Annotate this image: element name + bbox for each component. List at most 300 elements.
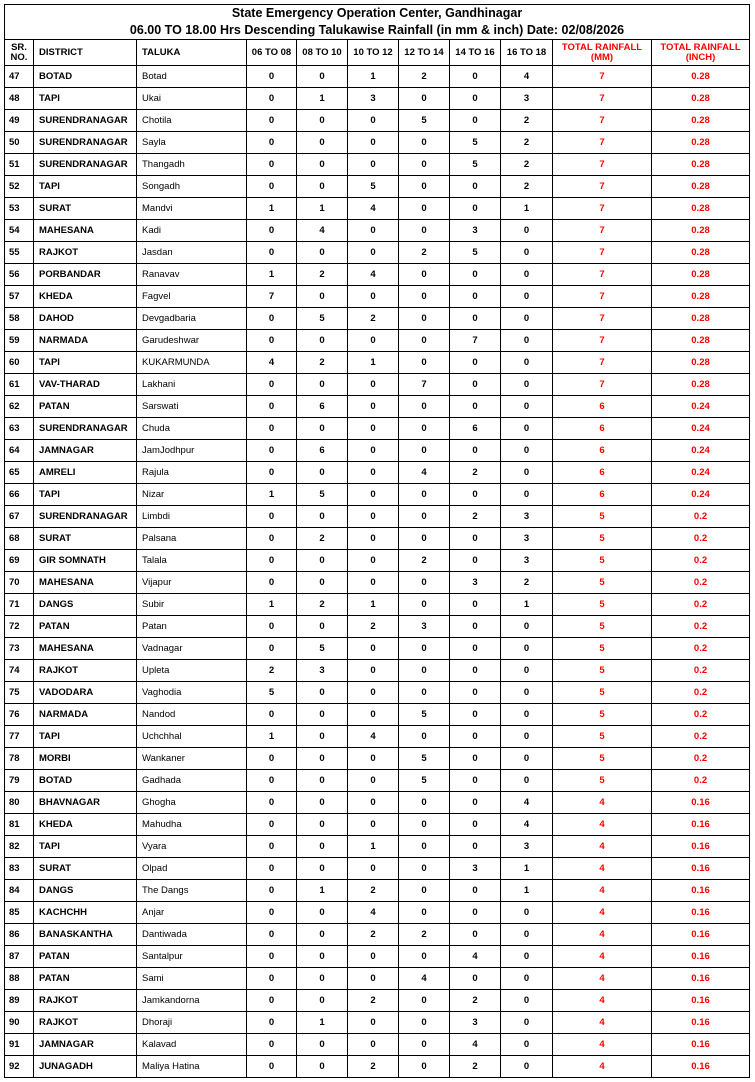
- total-mm-cell: 7: [553, 88, 652, 110]
- sr-no-cell: 73: [5, 638, 34, 660]
- slot-06-08-cell: 0: [247, 88, 297, 110]
- sr-no-cell: 51: [5, 154, 34, 176]
- sr-no-cell: 68: [5, 528, 34, 550]
- slot-14-16-cell: 0: [450, 264, 501, 286]
- taluka-cell: Lakhani: [137, 374, 247, 396]
- sr-no-cell: 62: [5, 396, 34, 418]
- total-inch-cell: 0.2: [652, 748, 750, 770]
- slot-06-08-cell: 2: [247, 660, 297, 682]
- slot-06-08-cell: 0: [247, 748, 297, 770]
- taluka-cell: Fagvel: [137, 286, 247, 308]
- table-row: [5, 946, 750, 968]
- district-cell: NARMADA: [34, 704, 137, 726]
- slot-10-12-cell: 2: [348, 1056, 399, 1078]
- slot-06-08-cell: 1: [247, 264, 297, 286]
- total-inch-cell: 0.24: [652, 418, 750, 440]
- slot-10-12-cell: 0: [348, 330, 399, 352]
- slot-12-14-cell: 0: [399, 396, 450, 418]
- district-cell: PATAN: [34, 396, 137, 418]
- total-inch-cell: 0.28: [652, 110, 750, 132]
- slot-16-18-cell: 0: [501, 330, 553, 352]
- slot-10-12-cell: 1: [348, 836, 399, 858]
- total-inch-cell: 0.28: [652, 308, 750, 330]
- district-cell: PATAN: [34, 616, 137, 638]
- total-mm-cell: 7: [553, 220, 652, 242]
- district-cell: DAHOD: [34, 308, 137, 330]
- slot-08-10-cell: 5: [297, 484, 348, 506]
- total-mm-cell: 5: [553, 682, 652, 704]
- district-cell: BOTAD: [34, 770, 137, 792]
- total-mm-cell: 7: [553, 66, 652, 88]
- slot-08-10-cell: 0: [297, 330, 348, 352]
- taluka-cell: Dhoraji: [137, 1012, 247, 1034]
- slot-10-12-cell: 0: [348, 814, 399, 836]
- table-row: [5, 682, 750, 704]
- slot-16-18-cell: 0: [501, 748, 553, 770]
- slot-08-10-cell: 2: [297, 528, 348, 550]
- slot-08-10-cell: 0: [297, 286, 348, 308]
- slot-14-16-cell: 0: [450, 374, 501, 396]
- slot-06-08-cell: 0: [247, 792, 297, 814]
- slot-10-12-cell: 0: [348, 858, 399, 880]
- slot-16-18-cell: 3: [501, 528, 553, 550]
- taluka-cell: Nandod: [137, 704, 247, 726]
- column-header-total-mm: TOTAL RAINFALL (MM): [553, 40, 652, 66]
- slot-16-18-cell: 3: [501, 550, 553, 572]
- total-inch-cell: 0.2: [652, 704, 750, 726]
- slot-10-12-cell: 1: [348, 66, 399, 88]
- total-mm-cell: 5: [553, 770, 652, 792]
- table-row: [5, 440, 750, 462]
- sr-no-cell: 77: [5, 726, 34, 748]
- total-mm-cell: 4: [553, 858, 652, 880]
- slot-14-16-cell: 0: [450, 352, 501, 374]
- total-mm-cell: 4: [553, 1056, 652, 1078]
- column-header-sr-no: SR. NO.: [5, 40, 34, 66]
- column-header-16-18: 16 TO 18: [501, 40, 553, 66]
- total-mm-cell: 6: [553, 462, 652, 484]
- slot-12-14-cell: 0: [399, 220, 450, 242]
- slot-12-14-cell: 0: [399, 418, 450, 440]
- slot-12-14-cell: 0: [399, 594, 450, 616]
- slot-16-18-cell: 0: [501, 286, 553, 308]
- slot-08-10-cell: 0: [297, 748, 348, 770]
- total-mm-cell: 7: [553, 242, 652, 264]
- slot-12-14-cell: 0: [399, 132, 450, 154]
- slot-10-12-cell: 2: [348, 880, 399, 902]
- slot-16-18-cell: 2: [501, 132, 553, 154]
- slot-06-08-cell: 0: [247, 176, 297, 198]
- total-inch-cell: 0.28: [652, 286, 750, 308]
- total-mm-cell: 5: [553, 704, 652, 726]
- slot-14-16-cell: 0: [450, 968, 501, 990]
- district-cell: GIR SOMNATH: [34, 550, 137, 572]
- total-inch-cell: 0.2: [652, 572, 750, 594]
- slot-14-16-cell: 0: [450, 110, 501, 132]
- taluka-cell: JamJodhpur: [137, 440, 247, 462]
- slot-08-10-cell: 0: [297, 550, 348, 572]
- slot-08-10-cell: 0: [297, 154, 348, 176]
- slot-12-14-cell: 4: [399, 968, 450, 990]
- taluka-cell: Garudeshwar: [137, 330, 247, 352]
- slot-10-12-cell: 0: [348, 704, 399, 726]
- slot-16-18-cell: 0: [501, 484, 553, 506]
- slot-14-16-cell: 0: [450, 792, 501, 814]
- slot-08-10-cell: 5: [297, 308, 348, 330]
- slot-10-12-cell: 0: [348, 506, 399, 528]
- slot-14-16-cell: 3: [450, 220, 501, 242]
- district-cell: TAPI: [34, 484, 137, 506]
- district-cell: TAPI: [34, 836, 137, 858]
- district-cell: SURENDRANAGAR: [34, 154, 137, 176]
- taluka-cell: Vaghodia: [137, 682, 247, 704]
- total-inch-cell: 0.28: [652, 242, 750, 264]
- slot-08-10-cell: 0: [297, 682, 348, 704]
- table-row: [5, 902, 750, 924]
- slot-12-14-cell: 0: [399, 1034, 450, 1056]
- table-row: [5, 198, 750, 220]
- slot-14-16-cell: 0: [450, 902, 501, 924]
- slot-06-08-cell: 0: [247, 572, 297, 594]
- total-mm-cell: 7: [553, 286, 652, 308]
- sr-no-cell: 53: [5, 198, 34, 220]
- district-cell: SURENDRANAGAR: [34, 110, 137, 132]
- taluka-cell: The Dangs: [137, 880, 247, 902]
- total-mm-cell: 5: [553, 528, 652, 550]
- slot-08-10-cell: 6: [297, 396, 348, 418]
- slot-14-16-cell: 0: [450, 440, 501, 462]
- slot-10-12-cell: 2: [348, 990, 399, 1012]
- slot-16-18-cell: 0: [501, 352, 553, 374]
- slot-12-14-cell: 0: [399, 330, 450, 352]
- total-inch-cell: 0.28: [652, 132, 750, 154]
- slot-16-18-cell: 0: [501, 418, 553, 440]
- slot-14-16-cell: 0: [450, 836, 501, 858]
- table-row: [5, 330, 750, 352]
- district-cell: SURAT: [34, 528, 137, 550]
- slot-08-10-cell: 0: [297, 924, 348, 946]
- slot-12-14-cell: 0: [399, 198, 450, 220]
- slot-16-18-cell: 1: [501, 880, 553, 902]
- slot-16-18-cell: 0: [501, 726, 553, 748]
- slot-06-08-cell: 0: [247, 638, 297, 660]
- table-row: [5, 968, 750, 990]
- sr-no-cell: 84: [5, 880, 34, 902]
- district-cell: SURAT: [34, 858, 137, 880]
- slot-06-08-cell: 0: [247, 550, 297, 572]
- taluka-cell: Mahudha: [137, 814, 247, 836]
- total-mm-cell: 5: [553, 550, 652, 572]
- table-row: [5, 990, 750, 1012]
- slot-16-18-cell: 0: [501, 1056, 553, 1078]
- total-inch-cell: 0.16: [652, 836, 750, 858]
- sr-no-cell: 79: [5, 770, 34, 792]
- slot-14-16-cell: 0: [450, 66, 501, 88]
- sr-no-cell: 74: [5, 660, 34, 682]
- slot-14-16-cell: 0: [450, 770, 501, 792]
- slot-16-18-cell: 0: [501, 1034, 553, 1056]
- slot-06-08-cell: 0: [247, 1012, 297, 1034]
- total-mm-cell: 4: [553, 968, 652, 990]
- slot-10-12-cell: 0: [348, 748, 399, 770]
- slot-12-14-cell: 0: [399, 946, 450, 968]
- total-inch-cell: 0.28: [652, 198, 750, 220]
- slot-10-12-cell: 2: [348, 616, 399, 638]
- taluka-cell: Kadi: [137, 220, 247, 242]
- table-row: [5, 924, 750, 946]
- rainfall-report: [4, 4, 749, 1078]
- slot-16-18-cell: 0: [501, 990, 553, 1012]
- slot-06-08-cell: 0: [247, 242, 297, 264]
- slot-12-14-cell: 0: [399, 440, 450, 462]
- district-cell: SURENDRANAGAR: [34, 418, 137, 440]
- slot-14-16-cell: 0: [450, 880, 501, 902]
- slot-10-12-cell: 0: [348, 638, 399, 660]
- taluka-cell: Nizar: [137, 484, 247, 506]
- slot-12-14-cell: 5: [399, 704, 450, 726]
- slot-16-18-cell: 1: [501, 198, 553, 220]
- sr-no-cell: 57: [5, 286, 34, 308]
- sr-no-cell: 49: [5, 110, 34, 132]
- taluka-cell: Ranavav: [137, 264, 247, 286]
- slot-14-16-cell: 2: [450, 506, 501, 528]
- slot-08-10-cell: 0: [297, 462, 348, 484]
- sr-no-cell: 89: [5, 990, 34, 1012]
- table-row: [5, 572, 750, 594]
- district-cell: AMRELI: [34, 462, 137, 484]
- taluka-cell: Anjar: [137, 902, 247, 924]
- table-row: [5, 242, 750, 264]
- district-cell: SURENDRANAGAR: [34, 132, 137, 154]
- slot-10-12-cell: 0: [348, 682, 399, 704]
- slot-14-16-cell: 0: [450, 682, 501, 704]
- total-mm-cell: 4: [553, 836, 652, 858]
- district-cell: PATAN: [34, 946, 137, 968]
- sr-no-cell: 81: [5, 814, 34, 836]
- slot-14-16-cell: 0: [450, 308, 501, 330]
- district-cell: DANGS: [34, 594, 137, 616]
- taluka-cell: Dantiwada: [137, 924, 247, 946]
- slot-06-08-cell: 0: [247, 858, 297, 880]
- table-row: [5, 836, 750, 858]
- slot-06-08-cell: 1: [247, 726, 297, 748]
- slot-08-10-cell: 0: [297, 968, 348, 990]
- slot-08-10-cell: 1: [297, 880, 348, 902]
- slot-14-16-cell: 3: [450, 1012, 501, 1034]
- slot-16-18-cell: 0: [501, 968, 553, 990]
- sr-no-cell: 69: [5, 550, 34, 572]
- slot-08-10-cell: 0: [297, 1034, 348, 1056]
- slot-10-12-cell: 0: [348, 792, 399, 814]
- slot-12-14-cell: 5: [399, 748, 450, 770]
- table-row: [5, 1012, 750, 1034]
- sr-no-cell: 88: [5, 968, 34, 990]
- slot-12-14-cell: 0: [399, 88, 450, 110]
- slot-10-12-cell: 0: [348, 132, 399, 154]
- district-cell: MORBI: [34, 748, 137, 770]
- total-mm-cell: 7: [553, 330, 652, 352]
- slot-10-12-cell: 0: [348, 440, 399, 462]
- total-inch-cell: 0.16: [652, 858, 750, 880]
- total-mm-cell: 7: [553, 110, 652, 132]
- slot-10-12-cell: 1: [348, 594, 399, 616]
- slot-16-18-cell: 2: [501, 176, 553, 198]
- total-inch-cell: 0.28: [652, 330, 750, 352]
- slot-06-08-cell: 0: [247, 308, 297, 330]
- sr-no-cell: 50: [5, 132, 34, 154]
- slot-08-10-cell: 0: [297, 902, 348, 924]
- taluka-cell: Olpad: [137, 858, 247, 880]
- total-mm-cell: 5: [553, 506, 652, 528]
- slot-14-16-cell: 0: [450, 594, 501, 616]
- slot-16-18-cell: 0: [501, 638, 553, 660]
- slot-16-18-cell: 0: [501, 264, 553, 286]
- table-row: [5, 110, 750, 132]
- table-row: [5, 154, 750, 176]
- total-inch-cell: 0.2: [652, 638, 750, 660]
- taluka-cell: Subir: [137, 594, 247, 616]
- total-mm-cell: 5: [553, 748, 652, 770]
- slot-06-08-cell: 0: [247, 770, 297, 792]
- sr-no-cell: 47: [5, 66, 34, 88]
- slot-16-18-cell: 1: [501, 858, 553, 880]
- sr-no-cell: 86: [5, 924, 34, 946]
- column-header-row: [5, 40, 750, 66]
- slot-12-14-cell: 0: [399, 264, 450, 286]
- slot-14-16-cell: 2: [450, 462, 501, 484]
- slot-10-12-cell: 0: [348, 374, 399, 396]
- slot-06-08-cell: 0: [247, 902, 297, 924]
- total-inch-cell: 0.28: [652, 66, 750, 88]
- total-inch-cell: 0.16: [652, 814, 750, 836]
- sr-no-cell: 78: [5, 748, 34, 770]
- taluka-cell: Mandvi: [137, 198, 247, 220]
- sr-no-cell: 56: [5, 264, 34, 286]
- slot-08-10-cell: 0: [297, 858, 348, 880]
- slot-06-08-cell: 0: [247, 616, 297, 638]
- total-mm-cell: 7: [553, 264, 652, 286]
- table-row: [5, 770, 750, 792]
- taluka-cell: Vadnagar: [137, 638, 247, 660]
- total-mm-cell: 4: [553, 990, 652, 1012]
- slot-14-16-cell: 0: [450, 660, 501, 682]
- slot-08-10-cell: 1: [297, 1012, 348, 1034]
- taluka-cell: Palsana: [137, 528, 247, 550]
- taluka-cell: Chotila: [137, 110, 247, 132]
- slot-12-14-cell: 0: [399, 176, 450, 198]
- slot-16-18-cell: 0: [501, 440, 553, 462]
- taluka-cell: Devgadbaria: [137, 308, 247, 330]
- total-inch-cell: 0.24: [652, 484, 750, 506]
- table-row: [5, 418, 750, 440]
- slot-12-14-cell: 0: [399, 792, 450, 814]
- district-cell: TAPI: [34, 352, 137, 374]
- total-mm-cell: 7: [553, 132, 652, 154]
- slot-08-10-cell: 0: [297, 66, 348, 88]
- slot-16-18-cell: 3: [501, 88, 553, 110]
- table-row: [5, 528, 750, 550]
- total-mm-cell: 4: [553, 946, 652, 968]
- taluka-cell: Kalavad: [137, 1034, 247, 1056]
- slot-10-12-cell: 0: [348, 1012, 399, 1034]
- slot-08-10-cell: 0: [297, 242, 348, 264]
- slot-16-18-cell: 0: [501, 374, 553, 396]
- column-header-12-14: 12 TO 14: [399, 40, 450, 66]
- slot-06-08-cell: 0: [247, 946, 297, 968]
- slot-06-08-cell: 7: [247, 286, 297, 308]
- slot-06-08-cell: 0: [247, 110, 297, 132]
- slot-08-10-cell: 0: [297, 946, 348, 968]
- district-cell: RAJKOT: [34, 1012, 137, 1034]
- district-cell: SURENDRANAGAR: [34, 506, 137, 528]
- taluka-cell: Limbdi: [137, 506, 247, 528]
- table-row: [5, 1034, 750, 1056]
- total-mm-cell: 5: [553, 660, 652, 682]
- slot-10-12-cell: 4: [348, 264, 399, 286]
- slot-10-12-cell: 0: [348, 418, 399, 440]
- district-cell: TAPI: [34, 176, 137, 198]
- slot-06-08-cell: 0: [247, 924, 297, 946]
- district-cell: KACHCHH: [34, 902, 137, 924]
- slot-08-10-cell: 5: [297, 638, 348, 660]
- taluka-cell: Sarswati: [137, 396, 247, 418]
- district-cell: RAJKOT: [34, 242, 137, 264]
- table-row: [5, 506, 750, 528]
- taluka-cell: Gadhada: [137, 770, 247, 792]
- slot-14-16-cell: 6: [450, 418, 501, 440]
- total-inch-cell: 0.16: [652, 1012, 750, 1034]
- slot-14-16-cell: 0: [450, 924, 501, 946]
- table-row: [5, 814, 750, 836]
- taluka-cell: Wankaner: [137, 748, 247, 770]
- slot-14-16-cell: 5: [450, 154, 501, 176]
- sr-no-cell: 64: [5, 440, 34, 462]
- total-inch-cell: 0.24: [652, 462, 750, 484]
- slot-12-14-cell: 0: [399, 880, 450, 902]
- taluka-cell: Ghogha: [137, 792, 247, 814]
- district-cell: PATAN: [34, 968, 137, 990]
- slot-12-14-cell: 2: [399, 66, 450, 88]
- slot-08-10-cell: 0: [297, 506, 348, 528]
- slot-08-10-cell: 0: [297, 418, 348, 440]
- slot-10-12-cell: 0: [348, 528, 399, 550]
- district-cell: MAHESANA: [34, 220, 137, 242]
- taluka-cell: Thangadh: [137, 154, 247, 176]
- total-inch-cell: 0.2: [652, 616, 750, 638]
- total-mm-cell: 4: [553, 814, 652, 836]
- total-inch-cell: 0.16: [652, 1056, 750, 1078]
- column-header-taluka: TALUKA: [137, 40, 247, 66]
- sr-no-cell: 85: [5, 902, 34, 924]
- slot-08-10-cell: 0: [297, 814, 348, 836]
- slot-14-16-cell: 3: [450, 572, 501, 594]
- table-row: [5, 264, 750, 286]
- total-inch-cell: 0.16: [652, 990, 750, 1012]
- slot-14-16-cell: 0: [450, 176, 501, 198]
- total-mm-cell: 7: [553, 154, 652, 176]
- table-row: [5, 286, 750, 308]
- taluka-cell: Santalpur: [137, 946, 247, 968]
- slot-06-08-cell: 1: [247, 484, 297, 506]
- sr-no-cell: 58: [5, 308, 34, 330]
- total-mm-cell: 6: [553, 418, 652, 440]
- district-cell: RAJKOT: [34, 990, 137, 1012]
- slot-14-16-cell: 0: [450, 704, 501, 726]
- total-inch-cell: 0.2: [652, 726, 750, 748]
- slot-16-18-cell: 0: [501, 660, 553, 682]
- slot-16-18-cell: 4: [501, 66, 553, 88]
- slot-10-12-cell: 0: [348, 1034, 399, 1056]
